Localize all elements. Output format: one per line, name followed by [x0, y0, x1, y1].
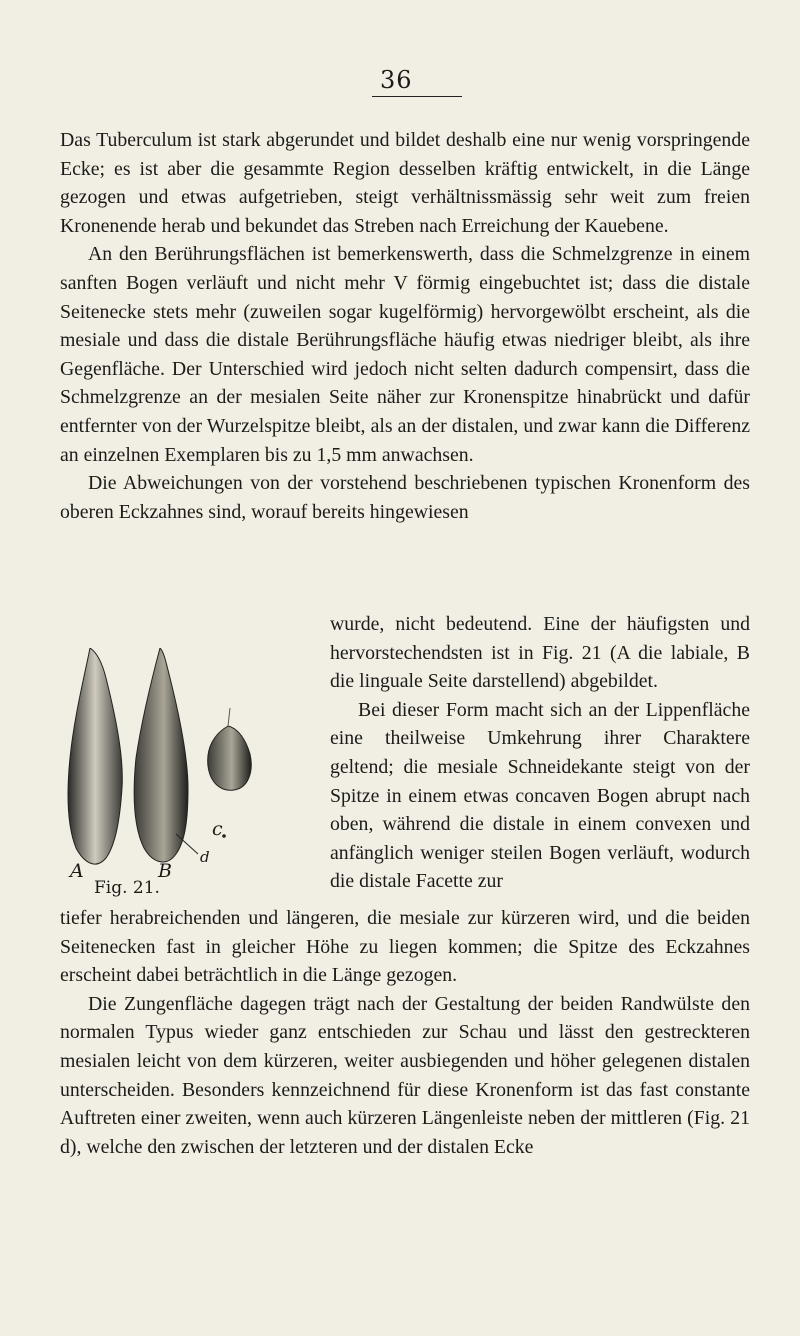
- paragraph: Das Tuberculum ist stark abgerundet und bildet deshalb eine nur wenig vorspringende Ecke; es ist aber die gesammte Region desselben kräftig entwickelt, in die Länge gezogen und etwas aufgetrieben, steigt verhältnissmässig sehr weit zum freien Kronenende herab und bekundet das Streben nach Erreichung der Kauebene.: [60, 129, 750, 237]
- tooth-a-shape: [68, 648, 122, 864]
- paragraph: Bei dieser Form macht sich an der Lippenfläche eine theilweise Umkehrung ihrer Charaktere geltend; die mesiale Schneidekante steigt von der Spitze in einem etwas concaven Bogen abrupt nach oben, während die distale in einem convexen und anfänglich weniger steilen Bogen verläuft, wodurch die distale Facette zur: [330, 698, 750, 893]
- paragraph: tiefer herabreichenden und längeren, die mesiale zur kürzeren wird, und die beiden Seitenecken fast in gleicher Höhe zu liegen kommen; die Spitze des Eckzahnes erscheint dabei beträchtlich in die Länge gezogen.: [60, 907, 750, 987]
- figure-21: [62, 648, 302, 896]
- tooth-c-shape: [208, 726, 252, 790]
- text-block-side: [330, 610, 750, 896]
- figure-label-c: c: [212, 818, 223, 840]
- text-block-top: [60, 126, 750, 526]
- paragraph: Die Zungenfläche dagegen trägt nach der Gestaltung der beiden Randwülste den normalen Typus wieder ganz entschieden zur Schau und lässt den gestreckteren mesialen leicht von dem kürzeren, weiter ausbiegenden und höher gelegenen distalen unterscheiden. Besonders kennzeichnend für diese Kronenform ist das fast constante Auftreten einer zweiten, wenn auch kürzeren Längenleiste neben der mittleren (Fig. 21 d), welche den zwischen der letzteren und der distalen Ecke: [60, 992, 750, 1158]
- figure-label-d: d: [200, 848, 210, 866]
- figure-label-a: A: [70, 860, 84, 882]
- paragraph: An den Berührungsflächen ist bemerkenswerth, dass die Schmelzgrenze in einem sanften Bogen verläuft und nicht mehr V förmig eingebuchtet ist; dass die distale Seitenecke stets mehr (zuweilen sogar kugelförmig) hervorgewölbt erscheint, als die mesiale und dass die distale Berührungsfläche häufig etwas niedriger bleibt, als ihre Gegenfläche. Der Unterschied wird jedoch nicht selten dadurch compensirt, dass die Schmelzgrenze an der mesialen Seite näher zur Kronenspitze hinabrückt und dafür entfernter von der Wurzelspitze bleibt, als an der distalen, und zwar kann die Differenz an einzelnen Exemplaren bis zu 1,5 mm anwachsen.: [60, 243, 750, 466]
- tooth-b-shape: [134, 648, 188, 862]
- figure-caption: Fig. 21.: [94, 878, 160, 898]
- paragraph: Die Abweichungen von der vorstehend beschriebenen typischen Kronenform des oberen Eckzahnes sind, worauf bereits hingewiesen: [60, 472, 750, 523]
- text-block-bottom: [60, 904, 750, 1161]
- figure-label-b: B: [158, 860, 172, 882]
- page-number: 36: [372, 66, 462, 97]
- paragraph: wurde, nicht bedeutend. Eine der häufigsten und hervorstechendsten ist in Fig. 21 (A die labiale, B die linguale Seite darstellend) abgebildet.: [330, 613, 750, 693]
- tooth-illustration: [62, 648, 302, 878]
- tooth-c-root: [228, 708, 230, 726]
